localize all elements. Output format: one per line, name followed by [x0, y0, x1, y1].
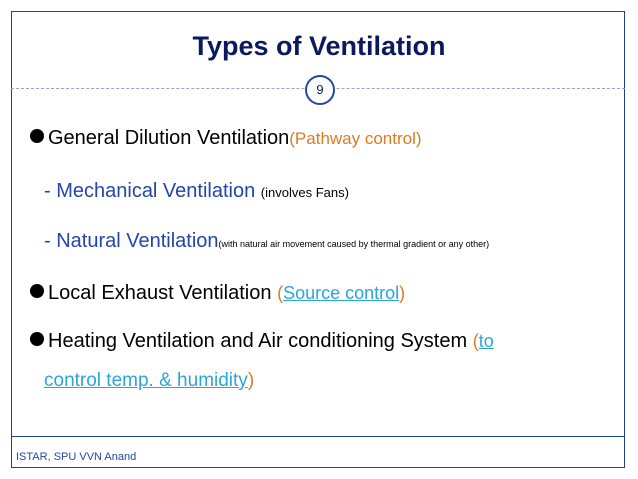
hvac-continuation [44, 370, 254, 392]
bullet-hvac [30, 330, 494, 353]
bullet-general-dilution [30, 127, 422, 150]
hvac-paren-open: ( [472, 331, 479, 351]
bullet-local-exhaust [30, 282, 405, 305]
pathway-control-note: (Pathway control) [289, 129, 422, 148]
footer-text: ISTAR, SPU VVN Anand [16, 451, 137, 463]
slide-title: Types of Ventilation [192, 31, 446, 61]
hvac-text: Heating Ventilation and Air conditioning System [48, 330, 468, 352]
sub-item-natural [44, 230, 489, 253]
mechanical-text: - Mechanical Ventilation [44, 180, 256, 202]
source-control-link[interactable]: Source control [283, 283, 400, 303]
local-exhaust-text: Local Exhaust Ventilation [48, 282, 272, 304]
hvac-paren-close: ) [247, 370, 255, 391]
sub-item-mechanical [44, 180, 349, 203]
local-paren-close: ) [399, 283, 406, 303]
general-dilution-text: General Dilution Ventilation [48, 127, 290, 149]
bullet-dot-icon [30, 129, 44, 143]
natural-text: - Natural Ventilation [44, 230, 219, 252]
hvac-link-part-2[interactable]: control temp. & humidity [44, 370, 248, 391]
bullet-dot-icon [30, 332, 44, 346]
local-paren-open: ( [277, 283, 284, 303]
footer-divider [11, 436, 625, 437]
page-number: 9 [305, 75, 335, 105]
mechanical-note: (involves Fans) [260, 185, 349, 200]
bullet-dot-icon [30, 284, 44, 298]
hvac-link-part-1[interactable]: to [478, 331, 494, 351]
natural-note: (with natural air movement caused by thermal gradient or any other) [218, 239, 490, 249]
